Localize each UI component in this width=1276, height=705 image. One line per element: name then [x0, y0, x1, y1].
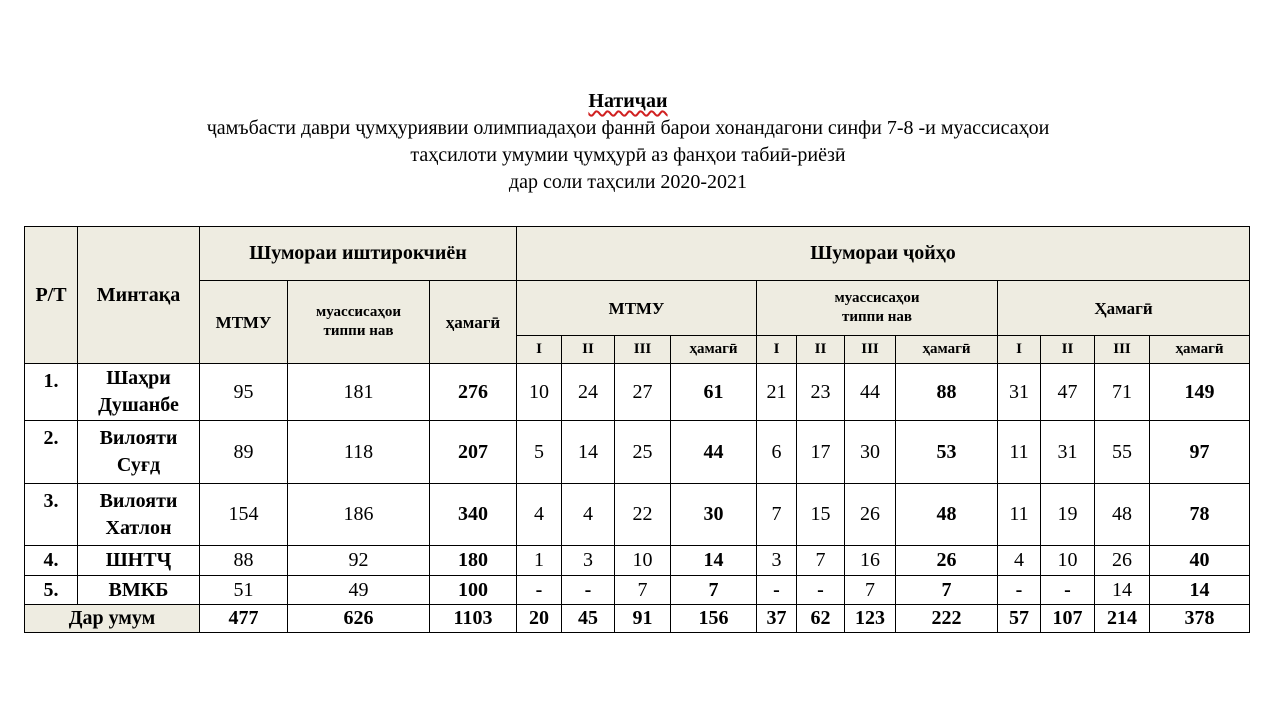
mtmu-place-2-header: II: [562, 336, 615, 364]
region-line2: Хатлон: [105, 516, 172, 539]
region-name: ШНТҶ: [78, 546, 200, 576]
region-name: [78, 364, 200, 421]
places-group-header: Шумораи ҷойҳо: [517, 227, 1250, 281]
participants-group-header: Шумораи иштирокчиён: [200, 227, 517, 281]
region-name: [78, 421, 200, 484]
participants-total: 207: [430, 421, 517, 484]
participants-special: 186: [288, 484, 430, 546]
participants-total: 340: [430, 484, 517, 546]
total-place-1-header: I: [998, 336, 1041, 364]
table-row: [25, 421, 1250, 484]
participants-mtmu-header: МТМУ: [200, 281, 288, 364]
total-place-3: 14: [1095, 576, 1150, 605]
region-name: [78, 484, 200, 546]
total-places-total: 149: [1150, 364, 1250, 421]
mtmu-place-1: 10: [517, 364, 562, 421]
special-place-3-header: III: [845, 336, 896, 364]
participants-mtmu: 89: [200, 421, 288, 484]
table-row: [25, 576, 1250, 605]
mtmu-places-total: 30: [671, 484, 757, 546]
special-place-2: 15: [797, 484, 845, 546]
totals-total-place-3: 214: [1095, 605, 1150, 633]
table-row: [25, 484, 1250, 546]
places-special-line1: муассисаҳои: [834, 290, 920, 306]
total-places-total: 78: [1150, 484, 1250, 546]
special-place-3: 26: [845, 484, 896, 546]
special-place-1: 21: [757, 364, 797, 421]
table-row: [25, 364, 1250, 421]
mtmu-place-3: 7: [615, 576, 671, 605]
subtitle-line-3: дар соли таҳсили 2020-2021: [508, 171, 748, 193]
subtitle-line-1: ҷамъбасти даври ҷумҳуриявии олимпиадаҳои фаннӣ барои хонандагони синфи 7-8 -и муассисаҳои: [206, 117, 1050, 139]
special-places-total: 48: [896, 484, 998, 546]
total-place-2: 10: [1041, 546, 1095, 576]
header-row-2: [25, 281, 1250, 336]
mtmu-places-total: 14: [671, 546, 757, 576]
special-place-2: 7: [797, 546, 845, 576]
col-index-header: Р/Т: [25, 227, 78, 364]
special-places-total: 53: [896, 421, 998, 484]
totals-total-place-2: 107: [1041, 605, 1095, 633]
total-place-2: 19: [1041, 484, 1095, 546]
mtmu-place-3: 27: [615, 364, 671, 421]
special-place-2-header: II: [797, 336, 845, 364]
total-place-1: 31: [998, 364, 1041, 421]
total-place-3: 48: [1095, 484, 1150, 546]
participants-mtmu: 88: [200, 546, 288, 576]
totals-mtmu-place-3: 91: [615, 605, 671, 633]
region-line1: Вилояти: [99, 489, 178, 512]
col-region-header: Минтақа: [78, 227, 200, 364]
special-place-1: 3: [757, 546, 797, 576]
special-place-2: 23: [797, 364, 845, 421]
participants-special: 118: [288, 421, 430, 484]
mtmu-place-1-header: I: [517, 336, 562, 364]
total-place-3-header: III: [1095, 336, 1150, 364]
region-line2: Душанбе: [98, 394, 179, 416]
totals-participants-special: 626: [288, 605, 430, 633]
special-place-3: 30: [845, 421, 896, 484]
participants-total-header: ҳамагӣ: [430, 281, 517, 364]
places-special-line2: типпи нав: [842, 309, 912, 325]
subtitle-line-2: таҳсилоти умумии ҷумҳурӣ аз фанҳои табиӣ-риёзӣ: [410, 144, 846, 166]
total-place-1: 11: [998, 421, 1041, 484]
special-places-total: 88: [896, 364, 998, 421]
special-place-3: 44: [845, 364, 896, 421]
document-header: [0, 88, 1256, 196]
special-place-3: 16: [845, 546, 896, 576]
totals-special-place-2: 62: [797, 605, 845, 633]
row-index: 1.: [25, 364, 78, 421]
totals-mtmu-place-2: 45: [562, 605, 615, 633]
mtmu-place-1: 4: [517, 484, 562, 546]
mtmu-place-1: 1: [517, 546, 562, 576]
totals-total-place-1: 57: [998, 605, 1041, 633]
mtmu-place-2: 3: [562, 546, 615, 576]
participants-special-line2: типпи нав: [323, 323, 394, 339]
total-place-2: -: [1041, 576, 1095, 605]
total-place-3: 55: [1095, 421, 1150, 484]
row-index: 5.: [25, 576, 78, 605]
table-row: [25, 546, 1250, 576]
participants-total: 276: [430, 364, 517, 421]
special-place-2: 17: [797, 421, 845, 484]
participants-special-line1: муассисаҳои: [316, 304, 401, 320]
mtmu-places-total: 7: [671, 576, 757, 605]
special-place-2: -: [797, 576, 845, 605]
totals-participants-mtmu: 477: [200, 605, 288, 633]
totals-label: Дар умум: [25, 605, 200, 633]
special-place-3: 7: [845, 576, 896, 605]
participants-special-header: [288, 281, 430, 364]
row-index: 3.: [25, 484, 78, 546]
places-special-header: [757, 281, 998, 336]
participants-total: 180: [430, 546, 517, 576]
mtmu-places-total: 44: [671, 421, 757, 484]
total-place-3: 26: [1095, 546, 1150, 576]
total-place-total-header: ҳамагӣ: [1150, 336, 1250, 364]
special-place-1: -: [757, 576, 797, 605]
region-line2: Суғд: [116, 454, 161, 476]
total-place-1: -: [998, 576, 1041, 605]
total-places-total: 97: [1150, 421, 1250, 484]
mtmu-place-2: 24: [562, 364, 615, 421]
special-place-1: 7: [757, 484, 797, 546]
participants-mtmu: 154: [200, 484, 288, 546]
total-place-2: 47: [1041, 364, 1095, 421]
total-place-1: 11: [998, 484, 1041, 546]
participants-mtmu: 51: [200, 576, 288, 605]
row-index: 4.: [25, 546, 78, 576]
total-place-3: 71: [1095, 364, 1150, 421]
total-places-total: 40: [1150, 546, 1250, 576]
row-index: 2.: [25, 421, 78, 484]
region-line1: Вилояти: [99, 427, 178, 449]
totals-row: [25, 605, 1250, 633]
places-total-header: Ҳамагӣ: [998, 281, 1250, 336]
totals-special-place-1: 37: [757, 605, 797, 633]
special-places-total: 7: [896, 576, 998, 605]
total-place-2-header: II: [1041, 336, 1095, 364]
mtmu-place-3: 25: [615, 421, 671, 484]
mtmu-place-2: -: [562, 576, 615, 605]
mtmu-place-2: 4: [562, 484, 615, 546]
participants-special: 49: [288, 576, 430, 605]
mtmu-place-3: 22: [615, 484, 671, 546]
document-title: Натиҷаи: [588, 90, 668, 112]
totals-participants-total: 1103: [430, 605, 517, 633]
total-place-1: 4: [998, 546, 1041, 576]
mtmu-place-3: 10: [615, 546, 671, 576]
totals-total-places-total: 378: [1150, 605, 1250, 633]
region-name: ВМКБ: [78, 576, 200, 605]
participants-mtmu: 95: [200, 364, 288, 421]
places-mtmu-header: МТМУ: [517, 281, 757, 336]
totals-mtmu-places-total: 156: [671, 605, 757, 633]
participants-special: 92: [288, 546, 430, 576]
totals-special-places-total: 222: [896, 605, 998, 633]
special-places-total: 26: [896, 546, 998, 576]
total-places-total: 14: [1150, 576, 1250, 605]
participants-total: 100: [430, 576, 517, 605]
mtmu-place-1: 5: [517, 421, 562, 484]
mtmu-place-3-header: III: [615, 336, 671, 364]
mtmu-place-2: 14: [562, 421, 615, 484]
totals-special-place-3: 123: [845, 605, 896, 633]
totals-mtmu-place-1: 20: [517, 605, 562, 633]
participants-special: 181: [288, 364, 430, 421]
results-table: [24, 226, 1250, 633]
special-place-1: 6: [757, 421, 797, 484]
mtmu-place-1: -: [517, 576, 562, 605]
mtmu-places-total: 61: [671, 364, 757, 421]
total-place-2: 31: [1041, 421, 1095, 484]
region-line1: Шаҳри: [106, 367, 171, 389]
special-place-1-header: I: [757, 336, 797, 364]
special-place-total-header: ҳамагӣ: [896, 336, 998, 364]
header-row-1: [25, 227, 1250, 281]
mtmu-place-total-header: ҳамагӣ: [671, 336, 757, 364]
